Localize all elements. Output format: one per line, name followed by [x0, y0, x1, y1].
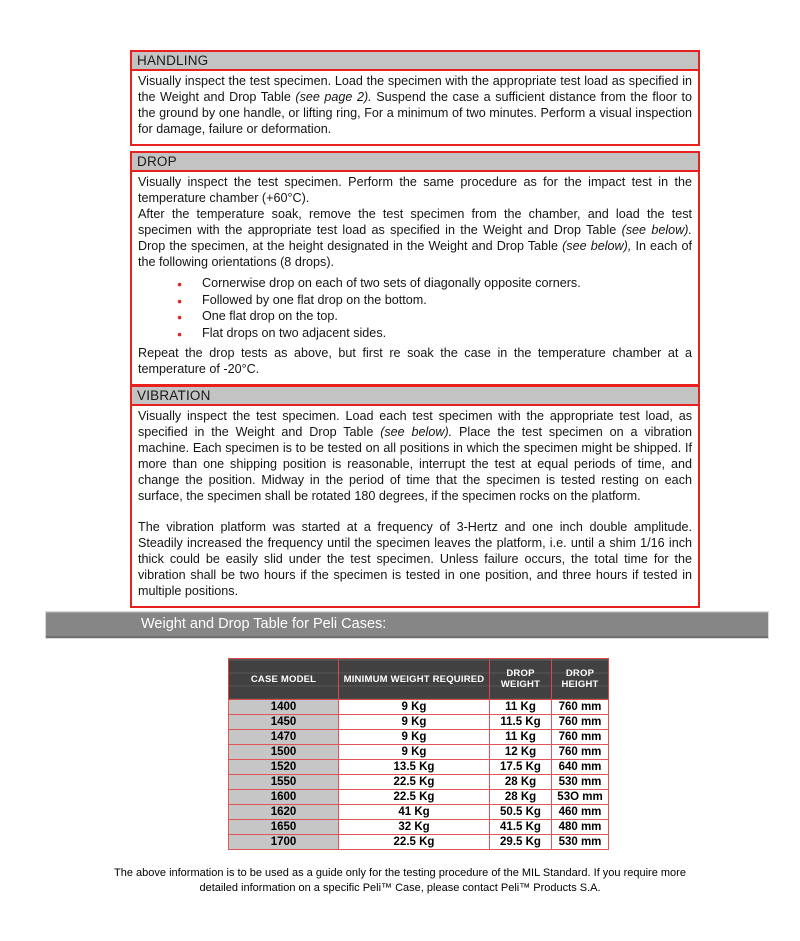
table-cell: 29.5 Kg [490, 835, 552, 850]
table-cell: 1450 [229, 715, 339, 730]
handling-paragraph: Visually inspect the test specimen. Load the specimen with the appropriate test load as specified in the Weight and Drop Table (see page 2). Suspend the case a sufficient distance from the floor to the ground by one handle, or lifting ring, For a minimum of two minutes. Perform a visual inspection for damage, failure or deformation. [138, 74, 692, 136]
table-row [229, 760, 609, 775]
vibration-paragraph-2: The vibration platform was started at a frequency of 3-Hertz and one inch double amplitude. Steadily increased the frequency until the specimen leaves the platform, i.e. until a shim 1/16 inch thick could be easily slid under the test specimen. Unless failure occurs, the total time for the vibration shall be two hours if the specimen is tested in one position, and three hours if tested in multiple positions. [138, 520, 692, 599]
table-cell: 760 mm [552, 700, 609, 715]
table-row [229, 790, 609, 805]
drop-bullet-list [138, 275, 692, 341]
table-cell: 28 Kg [490, 775, 552, 790]
table-banner [46, 612, 768, 638]
table-row [229, 700, 609, 715]
table-row [229, 820, 609, 835]
table-cell: 28 Kg [490, 790, 552, 805]
table-cell: 530 mm [552, 775, 609, 790]
table-cell: 32 Kg [339, 820, 490, 835]
weight-drop-table [228, 658, 609, 850]
section-drop-title: DROP [132, 153, 698, 172]
vibration-paragraph-1: Visually inspect the test specimen. Load each test specimen with the appropriate test load, as specified in the Weight and Drop Table (see below). Place the test specimen on a vibration machine. Each specimen is to be tested on all positions in which the specimen might be shipped. If more than one shipping position is reasonable, interrupt the test at equal periods of time, and change the position. Midway in the period of time that the specimen is tested resting on each surface, the specimen shall be rotated 180 degrees, if the specimen rocks on the platform. [138, 409, 692, 503]
table-cell: 22.5 Kg [339, 835, 490, 850]
bullet-item: ● One flat drop on the top. [202, 308, 692, 324]
table-row [229, 805, 609, 820]
drop-paragraph-1: Visually inspect the test specimen. Perform the same procedure as for the impact test in the temperature chamber (+60°C). [138, 175, 692, 205]
header-drop-weight: DROP WEIGHT [490, 659, 552, 700]
table-cell: 1600 [229, 790, 339, 805]
table-cell: 1470 [229, 730, 339, 745]
table-cell: 1500 [229, 745, 339, 760]
table-cell: 1400 [229, 700, 339, 715]
table-cell: 9 Kg [339, 745, 490, 760]
table-cell: 460 mm [552, 805, 609, 820]
table-cell: 760 mm [552, 745, 609, 760]
table-cell: 53O mm [552, 790, 609, 805]
table-cell: 41 Kg [339, 805, 490, 820]
table-cell: 11.5 Kg [490, 715, 552, 730]
header-minimum-weight: MINIMUM WEIGHT REQUIRED [339, 659, 490, 700]
table-cell: 480 mm [552, 820, 609, 835]
section-handling-title: HANDLING [132, 52, 698, 71]
table-cell: 11 Kg [490, 700, 552, 715]
footer-note-line-1: The above information is to be used as a guide only for the testing procedure of the MIL Standard. If you require more [114, 867, 686, 879]
weight-drop-table-header [229, 659, 609, 700]
section-vibration [130, 385, 700, 608]
table-row [229, 745, 609, 760]
table-cell: 1650 [229, 820, 339, 835]
table-cell: 22.5 Kg [339, 775, 490, 790]
section-handling-body [132, 71, 698, 144]
table-row [229, 775, 609, 790]
table-cell: 1520 [229, 760, 339, 775]
table-cell: 1550 [229, 775, 339, 790]
table-cell: 9 Kg [339, 700, 490, 715]
table-cell: 1700 [229, 835, 339, 850]
section-handling [130, 50, 700, 146]
table-cell: 9 Kg [339, 715, 490, 730]
footer-note [0, 866, 800, 896]
table-cell: 760 mm [552, 715, 609, 730]
section-drop [130, 151, 700, 386]
table-banner-title: Weight and Drop Table for Peli Cases: [141, 616, 387, 632]
header-drop-height: DROP HEIGHT [552, 659, 609, 700]
table-cell: 640 mm [552, 760, 609, 775]
table-row [229, 715, 609, 730]
table-cell: 530 mm [552, 835, 609, 850]
bullet-item: ● Flat drops on two adjacent sides. [202, 325, 692, 341]
table-cell: 41.5 Kg [490, 820, 552, 835]
table-cell: 22.5 Kg [339, 790, 490, 805]
bullet-item: ● Cornerwise drop on each of two sets of diagonally opposite corners. [202, 275, 692, 291]
table-cell: 11 Kg [490, 730, 552, 745]
table-cell: 17.5 Kg [490, 760, 552, 775]
table-cell: 13.5 Kg [339, 760, 490, 775]
section-vibration-body [132, 406, 698, 606]
table-cell: 12 Kg [490, 745, 552, 760]
bullet-item: ● Followed by one flat drop on the bottom. [202, 292, 692, 308]
drop-paragraph-2: After the temperature soak, remove the test specimen from the chamber, and load the test specimen with the appropriate test load as specified in the Weight and Drop Table (see below). Drop the specimen, at the height designated in the Weight and Drop Table (see below), In each of the following orientations (8 drops). [138, 206, 692, 269]
drop-paragraph-3: Repeat the drop tests as above, but first re soak the case in the temperature chamber at a temperature of -20°C. [138, 346, 692, 376]
section-vibration-title: VIBRATION [132, 387, 698, 406]
table-cell: 50.5 Kg [490, 805, 552, 820]
table-row [229, 835, 609, 850]
footer-note-line-2: detailed information on a specific Peli™ Case, please contact Peli™ Products S.A. [199, 882, 601, 894]
section-drop-body [132, 172, 698, 384]
table-row [229, 730, 609, 745]
table-cell: 760 mm [552, 730, 609, 745]
header-case-model: CASE MODEL [229, 659, 339, 700]
weight-drop-table-body [229, 700, 609, 850]
table-cell: 1620 [229, 805, 339, 820]
table-cell: 9 Kg [339, 730, 490, 745]
